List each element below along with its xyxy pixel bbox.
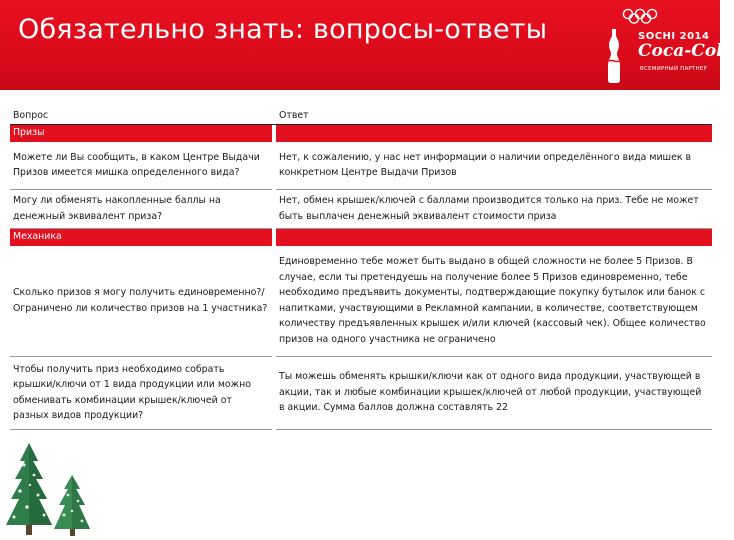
section-header-mechanics xyxy=(10,228,712,246)
answer-cell: Нет, обмен крышек/ключей с баллами производится только на приз. Тебе не может быть выплачен денежный эквивалент стоимости приза xyxy=(276,189,712,228)
question-cell: Чтобы получить приз необходимо собрать крышки/ключи от 1 вида продукции или можно обменивать комбинации крышек/ключей от разных видов продукции? xyxy=(10,356,272,429)
table-row xyxy=(10,189,712,228)
answer-cell: Единовременно тебе может быть выдано в общей сложности не более 5 Призов. В случае, если ты претендуешь на получение более 5 Призов единовременно, тебе необходимо предъявить документы, подтверждающие покупку бутылок или банок с напитками, участвующими в Рекламной кампании, в количестве, соответствующем количеству предъявленных крышек и/или ключей (кассовый чек). Общее количество призов на одного участника не ограничено xyxy=(276,246,712,357)
table-row xyxy=(10,246,712,357)
page-title: Обязательно знать: вопросы-ответы xyxy=(18,14,548,45)
question-cell: Сколько призов я могу получить единовременно?/ Ограничено ли количество призов на 1 участника? xyxy=(10,246,272,357)
header-banner xyxy=(0,0,734,90)
decoration-trees xyxy=(0,435,110,540)
section-title: Призы xyxy=(10,124,272,142)
olympic-rings-icon xyxy=(622,8,658,24)
partner-caption: ВСЕМИРНЫЙ ПАРТНЕР xyxy=(640,66,708,72)
answer-cell: Нет, к сожалению, у нас нет информации о наличии определённого вида мишек в конкретном Центре Выдачи Призов xyxy=(276,142,712,190)
coca-cola-wordmark: Coca-Cola xyxy=(638,41,734,61)
question-column-header: Вопрос xyxy=(10,108,272,124)
table-row xyxy=(10,356,712,429)
section-header-prizes xyxy=(10,124,712,142)
table-row xyxy=(10,142,712,190)
section-fill xyxy=(276,228,712,246)
section-title: Механика xyxy=(10,228,272,246)
question-cell: Могу ли обменять накопленные баллы на денежный эквивалент приза? xyxy=(10,189,272,228)
christmas-tree-icon xyxy=(54,475,90,536)
sochi-coca-cola-logo xyxy=(600,6,734,86)
coca-cola-bottle-icon xyxy=(604,28,624,84)
answer-column-header: Ответ xyxy=(276,108,712,124)
qa-table xyxy=(10,108,712,430)
question-cell: Можете ли Вы сообщить, в каком Центре Выдачи Призов имеется мишка определенного вида? xyxy=(10,142,272,190)
sochi-2014-text: SOCHI 2014 xyxy=(638,31,710,42)
christmas-tree-icon xyxy=(6,443,52,535)
section-fill xyxy=(276,124,712,142)
answer-cell: Ты можешь обменять крышки/ключи как от одного вида продукции, участвующей в акции, так и любые комбинации крышек/ключей от любой продукции, участвующей в акции. Сумма баллов должна составлять 22 xyxy=(276,356,712,429)
table-header-row xyxy=(10,108,712,124)
